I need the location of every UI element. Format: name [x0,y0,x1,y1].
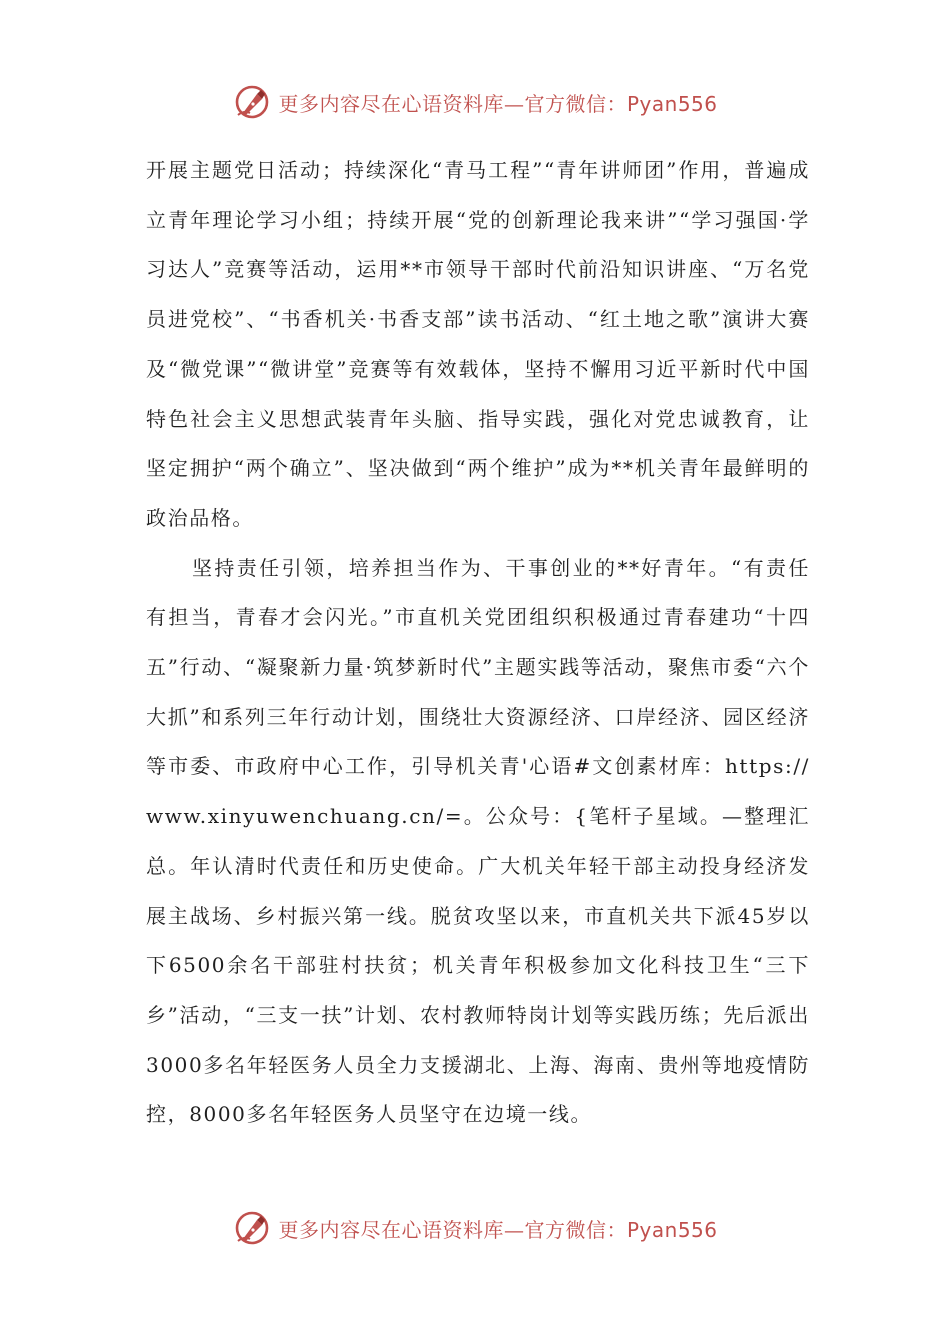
footer-banner-label: 更多内容尽在心语资料库—官方微信： [278,1217,627,1242]
footer-banner [0,1206,950,1250]
header-wechat-id: Pyan556 [626,91,718,116]
paragraph-2: 坚持责任引领，培养担当作为、干事创业的**好青年。“有责任有担当，青春才会闪光。”市直机关党团组织积极通过青春建功“十四五”行动、“凝聚新力量·筑梦新时代”主题实践等活动，聚焦市委“六个大抓”和系列三年行动计划，围绕壮大资源经济、口岸经济、园区经济等市委、市政府中心工作，引导机关青'心语#文创素材库：https://www.xinyuwenchuang.cn/=。公众号：{笔杆子星域。—整理汇总。年认清时代责任和历史使命。广大机关年轻干部主动投身经济发展主战场、乡村振兴第一线。脱贫攻坚以来，市直机关共下派45岁以下6500余名干部驻村扶贫；机关青年积极参加文化科技卫生“三下乡”活动，“三支一扶”计划、农村教师特岗计划等实践历练；先后派出3000多名年轻医务人员全力支援湖北、上海、海南、贵州等地疫情防控，8000多名年轻医务人员坚守在边境一线。 [146,555,810,1127]
footer-banner-text [278,1214,717,1243]
paragraph-1: 开展主题党日活动；持续深化“青马工程”“青年讲师团”作用，普遍成立青年理论学习小组；持续开展“党的创新理论我来讲”“学习强国·学习达人”竞赛等活动，运用**市领导干部时代前沿知识讲座、“万名党员进党校”、“书香机关·书香支部”读书活动、“红土地之歌”演讲大赛及“微党课”“微讲堂”竞赛等有效载体，坚持不懈用习近平新时代中国特色社会主义思想武装青年头脑、指导实践，强化对党忠诚教育，让坚定拥护“两个确立”、坚决做到“两个维护”成为**机关青年最鲜明的政治品格。 [146,158,810,530]
header-banner [0,80,950,124]
document-body [146,146,810,1140]
pen-nib-logo-icon [232,1208,272,1248]
pen-nib-logo-icon [232,82,272,122]
header-banner-text [278,88,717,117]
footer-wechat-id: Pyan556 [626,1217,718,1242]
header-banner-label: 更多内容尽在心语资料库—官方微信： [278,91,627,116]
